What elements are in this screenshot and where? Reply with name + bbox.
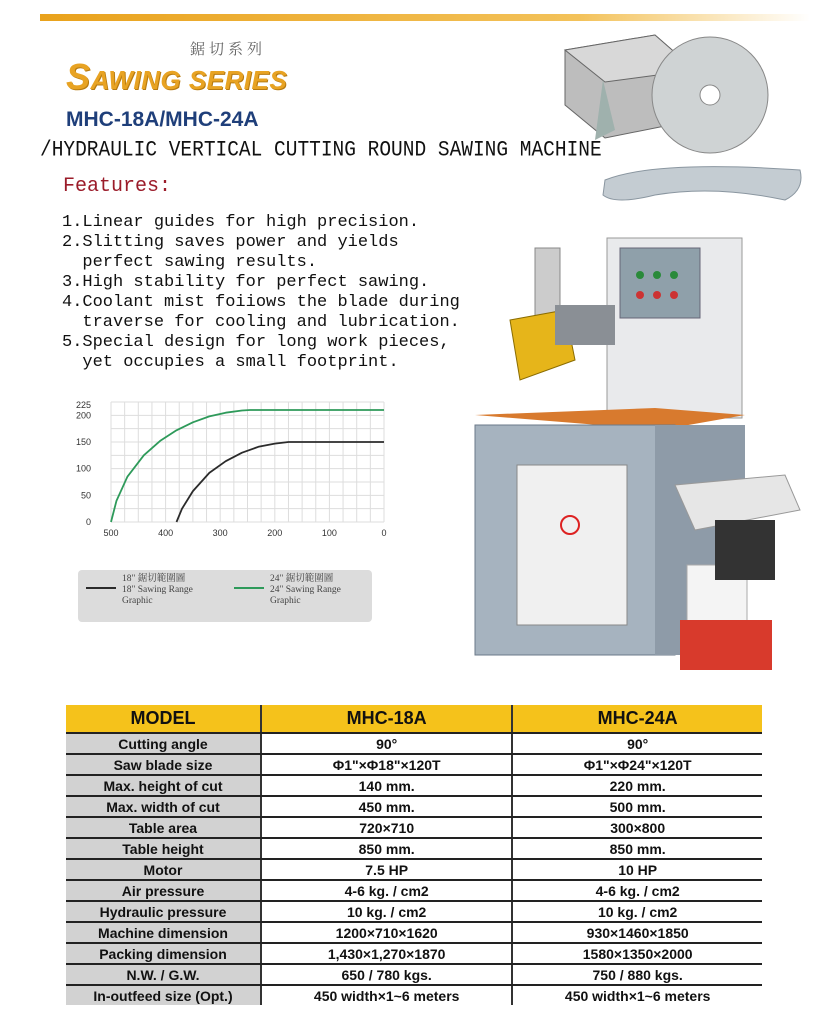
x-tick-label: 500 bbox=[103, 528, 119, 538]
spec-value: 930×1460×1850 bbox=[512, 922, 762, 943]
legend-label: 24" Sawing Range bbox=[270, 585, 341, 595]
spec-label: Machine dimension bbox=[66, 922, 261, 943]
table-row bbox=[66, 838, 762, 859]
spec-label: Saw blade size bbox=[66, 754, 261, 775]
spec-value: 850 mm. bbox=[512, 838, 762, 859]
table-row bbox=[66, 859, 762, 880]
spec-label: Air pressure bbox=[66, 880, 261, 901]
spec-value: 4-6 kg. / cm2 bbox=[261, 880, 512, 901]
y-tick-label: 100 bbox=[75, 463, 91, 474]
spec-label: N.W. / G.W. bbox=[66, 964, 261, 985]
chart-legend bbox=[78, 570, 372, 622]
feature-item: 3.High stability for perfect sawing. bbox=[62, 273, 430, 292]
x-tick-label: 100 bbox=[321, 528, 337, 538]
table-row bbox=[66, 922, 762, 943]
spec-label: Packing dimension bbox=[66, 943, 261, 964]
legend-item-18 bbox=[122, 574, 193, 607]
spec-value: Φ1"×Φ18"×120T bbox=[261, 754, 512, 775]
y-tick-label: 225 bbox=[75, 400, 91, 410]
header-model: MODEL bbox=[66, 705, 261, 733]
legend-label-cn: 24" 鋸切範圍圖 bbox=[270, 574, 334, 584]
spec-value: 10 HP bbox=[512, 859, 762, 880]
feature-item: 5.Special design for long work pieces, yet occupies a small footprint. bbox=[62, 333, 450, 372]
spec-value: 300×800 bbox=[512, 817, 762, 838]
product-illustrations bbox=[455, 20, 815, 680]
table-row bbox=[66, 985, 762, 1005]
spec-value: 220 mm. bbox=[512, 775, 762, 796]
spec-value: 720×710 bbox=[261, 817, 512, 838]
spec-value: 750 / 880 kgs. bbox=[512, 964, 762, 985]
spec-label: Max. height of cut bbox=[66, 775, 261, 796]
header-mhc-18a: MHC-18A bbox=[261, 705, 512, 733]
legend-label-cn: 18" 鋸切範圍圖 bbox=[122, 574, 186, 584]
legend-swatch-24 bbox=[234, 587, 264, 589]
product-subtitle: /HYDRAULIC VERTICAL CUTTING ROUND SAWING MACHINE bbox=[40, 137, 602, 163]
spec-label: Motor bbox=[66, 859, 261, 880]
spec-value: 450 mm. bbox=[261, 796, 512, 817]
table-row bbox=[66, 775, 762, 796]
series-title-chinese: 鋸切系列 bbox=[190, 40, 267, 58]
spec-value: 500 mm. bbox=[512, 796, 762, 817]
table-row bbox=[66, 733, 762, 754]
y-tick-label: 0 bbox=[85, 517, 91, 527]
x-tick-label: 200 bbox=[267, 528, 283, 538]
spec-value: 90° bbox=[261, 733, 512, 754]
spec-value: 4-6 kg. / cm2 bbox=[512, 880, 762, 901]
spec-label: In-outfeed size (Opt.) bbox=[66, 985, 261, 1005]
header-mhc-24a: MHC-24A bbox=[512, 705, 762, 733]
table-row bbox=[66, 817, 762, 838]
bracket-part-illustration bbox=[603, 167, 801, 200]
y-tick-label: 50 bbox=[80, 490, 91, 501]
spec-label: Table area bbox=[66, 817, 261, 838]
spec-value: 140 mm. bbox=[261, 775, 512, 796]
series-logo bbox=[66, 56, 287, 98]
model-names: MHC-18A/MHC-24A bbox=[66, 108, 259, 131]
features-heading: Features: bbox=[63, 175, 172, 198]
spec-value: 1200×710×1620 bbox=[261, 922, 512, 943]
saw-blade-diagram bbox=[565, 35, 768, 153]
feature-item: 2.Slitting saves power and yields perfect sawing results. bbox=[62, 233, 399, 272]
sawing-range-chart bbox=[60, 392, 400, 552]
spec-value: 450 width×1~6 meters bbox=[564, 987, 711, 1004]
table-row bbox=[66, 943, 762, 964]
spec-value: Φ1"×Φ24"×120T bbox=[512, 754, 762, 775]
features-list bbox=[62, 213, 460, 373]
feature-item: 1.Linear guides for high precision. bbox=[62, 213, 420, 232]
x-tick-label: 0 bbox=[381, 528, 387, 538]
spec-value: 7.5 HP bbox=[261, 859, 512, 880]
table-header-row bbox=[66, 705, 762, 733]
series-logo-text: AWING SERIES bbox=[90, 65, 288, 95]
spec-label: Hydraulic pressure bbox=[66, 901, 261, 922]
table-row bbox=[66, 796, 762, 817]
y-tick-label: 200 bbox=[75, 410, 91, 421]
legend-swatch-18 bbox=[86, 587, 116, 589]
legend-label: Graphic bbox=[270, 596, 301, 606]
legend-label: 18" Sawing Range bbox=[122, 585, 193, 595]
spec-label: Table height bbox=[66, 838, 261, 859]
spec-value: 850 mm. bbox=[261, 838, 512, 859]
spec-label: Max. width of cut bbox=[66, 796, 261, 817]
table-row bbox=[66, 901, 762, 922]
table-row bbox=[66, 880, 762, 901]
spec-value: 90° bbox=[512, 733, 762, 754]
x-tick-label: 300 bbox=[212, 528, 228, 538]
spec-label: Cutting angle bbox=[66, 733, 261, 754]
table-row bbox=[66, 754, 762, 775]
feature-item: 4.Coolant mist foiiows the blade during traverse for cooling and lubrication. bbox=[62, 293, 460, 332]
series-logo-initial: S bbox=[66, 56, 91, 97]
legend-item-24 bbox=[270, 574, 341, 607]
spec-value: 1580×1350×2000 bbox=[512, 943, 762, 964]
spec-value: 10 kg. / cm2 bbox=[261, 901, 512, 922]
spec-value: 1,430×1,270×1870 bbox=[261, 943, 512, 964]
specifications-table bbox=[66, 705, 762, 1005]
spec-value: 650 / 780 kgs. bbox=[261, 964, 512, 985]
x-tick-label: 400 bbox=[158, 528, 174, 538]
table-row bbox=[66, 964, 762, 985]
sawing-machine-photo bbox=[475, 238, 800, 670]
spec-value: 450 width×1~6 meters bbox=[261, 985, 512, 1005]
y-tick-label: 150 bbox=[75, 437, 91, 447]
spec-value: 10 kg. / cm2 bbox=[512, 901, 762, 922]
legend-label: Graphic bbox=[122, 596, 153, 606]
